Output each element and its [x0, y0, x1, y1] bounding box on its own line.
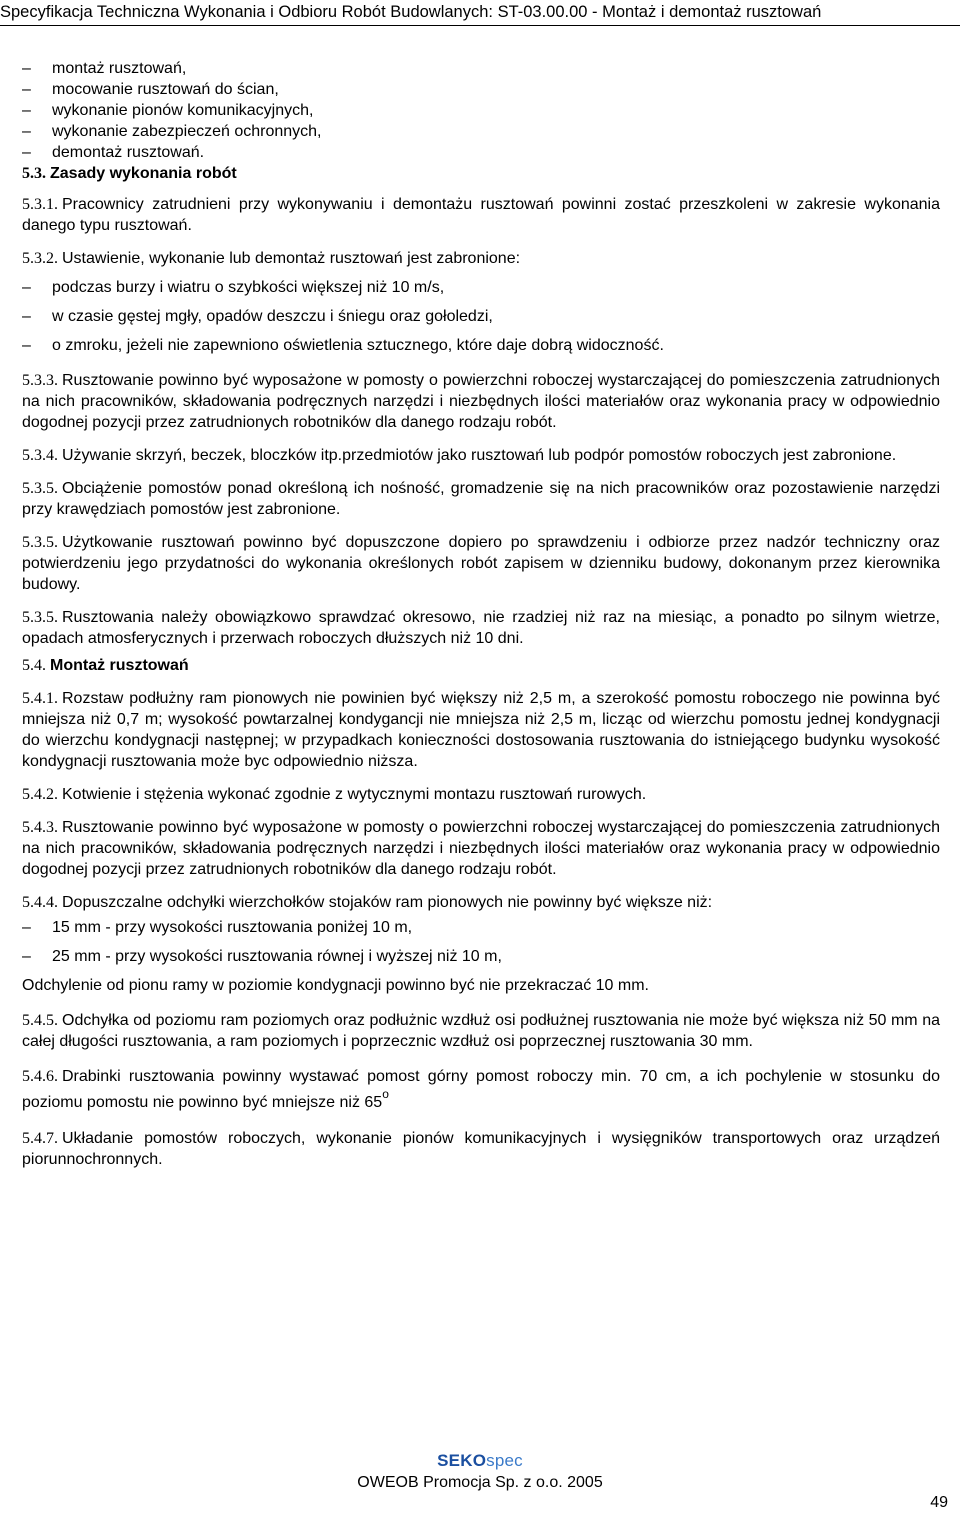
dash-bullet: – — [22, 60, 31, 77]
list-item: – podczas burzy i wiatru o szybkości większej niż 10 m/s, — [22, 279, 445, 296]
dash-bullet: – — [22, 81, 31, 98]
dash-bullet: – — [22, 123, 31, 140]
dash-bullet: – — [22, 102, 31, 119]
paragraph-5331: 5.3.1. Pracownicy zatrudnieni przy wykonywaniu i demontażu rusztowań powinni zostać przeszkoleni w zakresie wykonania danego typu rusztowań. — [22, 196, 940, 234]
list-item: – montaż rusztowań, — [22, 60, 187, 77]
sekospec-logo: SEKOspec — [437, 1451, 523, 1470]
header-title: Specyfikacja Techniczna Wykonania i Odbioru Robót Budowlanych: ST-03.00.00 - Montaż i demontaż rusztowań — [0, 3, 822, 21]
paragraph-5335c: 5.3.5. Rusztowania należy obowiązkowo sprawdzać okresowo, nie rzadziej niż raz na miesiąc, a ponadto po silnym wietrze, opadach atmosferycznych i przerwach roboczych dłuższych niż 10 dni. — [22, 609, 940, 647]
section-heading-54: 5.4. Montaż rusztowań — [22, 657, 189, 674]
list-item: – w czasie gęstej mgły, opadów deszczu i śniegu oraz gołoledzi, — [22, 308, 493, 325]
list-tolerances — [22, 913, 940, 971]
paragraph-541: 5.4.1. Rozstaw podłużny ram pionowych nie powinien być większy niż 2,5 m, a szerokość pomostu roboczego nie powinna być mniejsza niż 0,7 m; wysokość powtarzalnej kondygancji nie mniejsza niż 2,5 m, licząc od wierzchu pomostu jednej kondygnacji do wierzchu kondygnacji następnej; w przypadkach konieczności dostosowania rusztowania do istniejącego budynku wysokość kondygnacji rusztowania może byc odpowiednio niższa. — [22, 690, 940, 770]
page-number: 49 — [930, 1494, 948, 1511]
paragraph-544b: Odchylenie od pionu ramy w poziomie kondygnacji powinno być nie przekraczać 10 mm. — [22, 977, 649, 994]
paragraph-546: 5.4.6. Drabinki rusztowania powinny wystawać pomost górny pomost roboczy min. 70 cm, a ich pochylenie w stosunku do poziomu pomostu nie powinno być mniejsze niż 65$^o$ — [22, 1068, 940, 1111]
degree-superscript: o — [382, 1087, 389, 1101]
list-item: – 25 mm - przy wysokości rusztowania równej i wyższej niż 10 m, — [22, 948, 502, 965]
paragraph-543: 5.4.3. Rusztowanie powinno być wyposażone w pomosty o powierzchni roboczej wystarczającej do pomieszczenia zatrudnionych na nich pracowników, składowania podręcznych narzędzi i niezbędnych ilości materiałów oraz wykonania pracy w odpowiednio dogodnej pozycji przez zatrudnionych robotników dla danego rodzaju robót. — [22, 819, 940, 878]
paragraph-545: 5.4.5. Odchyłka od poziomu ram poziomych oraz podłużnic wzdłuż osi podłużnej rusztowania nie może być większa niż 50 mm na całej długości rusztowania, a ram poziomych i poprzecznic wzdłuż osi poprzecznej rusztowania 30 mm. — [22, 1012, 940, 1050]
list-item: – mocowanie rusztowań do ścian, — [22, 81, 279, 98]
list-item: – wykonanie zabezpieczeń ochronnych, — [22, 123, 322, 140]
paragraph-5333: 5.3.3. Rusztowanie powinno być wyposażone w pomosty o powierzchni roboczej wystarczającej do pomieszczenia zatrudnionych na nich pracowników, składowania podręcznych narzędzi i niezbędnych ilości materiałów oraz wykonania pracy w odpowiednio dogodnej pozycji przez zatrudnionych robotników dla danego rodzaju robót. — [22, 372, 940, 431]
header-rule — [0, 25, 960, 26]
page-content — [22, 58, 940, 1170]
paragraph-542: 5.4.2. Kotwienie i stężenia wykonać zgodnie z wytycznymi montazu rusztowań rurowych. — [22, 786, 647, 803]
page-header — [0, 0, 960, 24]
list-prohibitions — [22, 273, 940, 360]
paragraph-5332: 5.3.2. Ustawienie, wykonanie lub demontaż rusztowań jest zabronione: — [22, 250, 521, 267]
paragraph-544: 5.4.4. Dopuszczalne odchyłki wierzchołków stojaków ram pionowych nie powinny być większe niż: — [22, 894, 713, 911]
paragraph-5335b: 5.3.5. Użytkowanie rusztowań powinno być dopuszczone dopiero po sprawdzeniu i odbiorze przez nadzór techniczny oraz potwierdzeniu jego przydatności do wykonania określonych robót zapisem w dzienniku budowy, dokonanym przez kierownika budowy. — [22, 534, 940, 593]
list-item: – o zmroku, jeżeli nie zapewniono oświetlenia sztucznego, które daje dobrą widoczność. — [22, 337, 664, 354]
page-footer — [0, 1450, 960, 1494]
list-tasks — [22, 58, 940, 163]
footer-company: OWEOB Promocja Sp. z o.o. 2005 — [357, 1474, 603, 1491]
paragraph-5334: 5.3.4. Używanie skrzyń, beczek, bloczków itp.przedmiotów jako rusztowań lub podpór pomostów roboczych jest zabronione. — [22, 447, 897, 464]
list-item: – demontaż rusztowań. — [22, 144, 205, 161]
paragraph-5335a: 5.3.5. Obciążenie pomostów ponad określoną ich nośność, gromadzenie się na nich pracowników oraz pozostawienie narzędzi przy krawędziach pomostów jest zabronione. — [22, 480, 940, 518]
list-item: – wykonanie pionów komunikacyjnych, — [22, 102, 314, 119]
paragraph-547: 5.4.7. Układanie pomostów roboczych, wykonanie pionów komunikacyjnych i wysięgników transportowych oraz urządzeń piorunnochronnych. — [22, 1130, 940, 1168]
section-heading-533: 5.3. Zasady wykonania robót — [22, 165, 237, 182]
list-item: – 15 mm - przy wysokości rusztowania poniżej 10 m, — [22, 919, 413, 936]
dash-bullet: – — [22, 144, 31, 161]
